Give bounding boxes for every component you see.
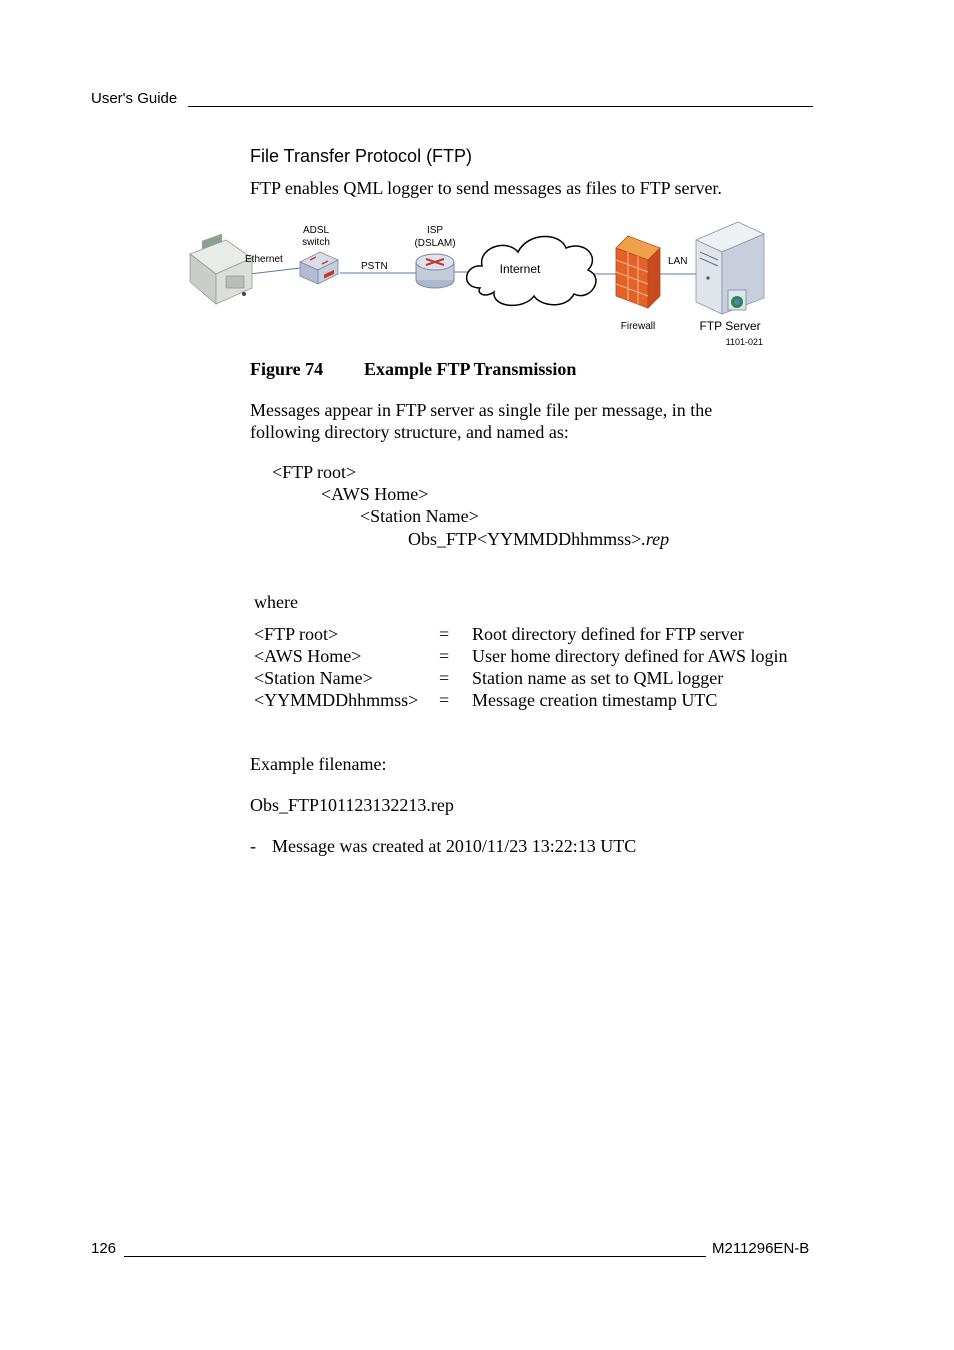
- bullet-text: Message was created at 2010/11/23 13:22:13 UTC: [272, 836, 637, 856]
- label-ethernet: Ethernet: [245, 254, 283, 265]
- label-isp-2: (DSLAM): [414, 238, 456, 249]
- firewall-icon: [616, 236, 660, 308]
- def-eq-station-name: =: [439, 668, 450, 688]
- body-paragraph: [250, 399, 712, 443]
- intro-paragraph: FTP enables QML logger to send messages as files to FTP server.: [250, 178, 722, 198]
- router-icon: [416, 254, 454, 288]
- label-adsl-2: switch: [302, 237, 330, 248]
- def-eq-aws-home: =: [439, 646, 450, 666]
- footer-page-number: 126: [91, 1240, 117, 1257]
- ftp-network-diagram: [188, 218, 778, 353]
- body-paragraph-line-2: following directory structure, and named as:: [250, 422, 569, 442]
- def-desc-ftp-root: Root directory defined for FTP server: [472, 624, 744, 644]
- footer-doc-code: M211296EN-B: [712, 1240, 810, 1257]
- figure-number: Figure 74: [250, 359, 324, 379]
- example-label: Example filename:: [250, 754, 387, 774]
- label-internet: Internet: [499, 262, 541, 276]
- def-eq-ftp-root: =: [439, 624, 450, 644]
- adsl-switch-icon: [300, 252, 338, 284]
- def-desc-aws-home: User home directory defined for AWS login: [472, 646, 788, 666]
- def-desc-station-name: Station name as set to QML logger: [472, 668, 724, 688]
- label-adsl-1: ADSL: [302, 225, 330, 236]
- header-rule: [188, 106, 813, 107]
- figure-title: Example FTP Transmission: [364, 359, 577, 379]
- server-icon: [696, 222, 764, 314]
- footer-rule: [124, 1256, 706, 1257]
- ethernet-line: [250, 268, 300, 274]
- header-title: User's Guide: [91, 90, 178, 107]
- label-isp-1: ISP: [426, 225, 444, 236]
- tree-filename-ext: .rep: [641, 529, 670, 549]
- example-filename: Obs_FTP101123132213.rep: [250, 795, 454, 815]
- def-desc-timestamp: Message creation timestamp UTC: [472, 690, 718, 710]
- qml-logger-icon: [190, 234, 252, 304]
- label-ftp-server: FTP Server: [699, 319, 761, 333]
- tree-station-name: <Station Name>: [360, 506, 479, 526]
- section-heading: File Transfer Protocol (FTP): [250, 146, 473, 166]
- label-lan: LAN: [668, 256, 688, 267]
- tree-ftp-root: <FTP root>: [272, 462, 357, 482]
- def-eq-timestamp: =: [439, 690, 450, 710]
- def-term-timestamp: <YYMMDDhhmmss>: [254, 690, 419, 710]
- bullet-dash: -: [250, 836, 256, 856]
- tree-filename: [408, 529, 669, 550]
- body-paragraph-line-1: Messages appear in FTP server as single file per message, in the: [250, 400, 713, 420]
- tree-filename-prefix: Obs_FTP<YYMMDDhhmmss>: [408, 529, 642, 549]
- label-firewall: Firewall: [620, 321, 656, 332]
- def-term-ftp-root: <FTP root>: [254, 624, 339, 644]
- tree-aws-home: <AWS Home>: [321, 484, 429, 504]
- where-label: where: [254, 592, 298, 612]
- def-term-station-name: <Station Name>: [254, 668, 373, 688]
- def-term-aws-home: <AWS Home>: [254, 646, 362, 666]
- label-figure-code: 1101-021: [725, 337, 763, 347]
- label-pstn: PSTN: [361, 261, 388, 272]
